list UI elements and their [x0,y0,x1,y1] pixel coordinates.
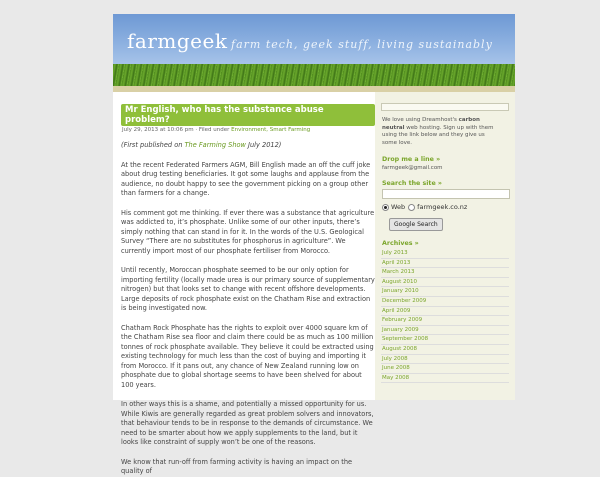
post-filed-label: · Filed under [195,127,230,133]
post-source-suffix: July 2012) [248,141,282,149]
post-paragraph: His comment got me thinking. If ever there was a substance that agriculture was addicted to, it’s phosphate. Unlike some of our other inputs, there’s simply nothing that can stand in for it. In the words of the U.S. Geological Survey “There are no substitutes for phosphorus in agriculture”. We currently import most of our phosphate fertiliser from Morocco. [121,208,375,255]
archives-heading: Archives » [382,240,419,247]
site-title[interactable]: farmgeek [127,29,228,53]
post-date: July 29, 2013 at 10:06 pm [122,127,194,133]
post-title[interactable]: Mr English, who has the substance abuse problem? [121,104,375,126]
post-meta [122,127,375,133]
post-source-prefix: (First published on [121,141,183,149]
post-paragraph: In other ways this is a shame, and potentially a missed opportunity for us. While Kiwis are generally regarded as great problem solvers and innovators, that behaviour tends to be in response to the demands of circumstance. We need to be smarter about how we apply supplements to the land, but it looks like constraint of supply won’t be one of the reasons. [121,400,374,446]
archive-link[interactable]: March 2013 [381,268,509,278]
archives-list [381,249,509,383]
archive-link[interactable]: April 2013 [381,259,509,269]
post-paragraph: Until recently, Moroccan phosphate seemed to be our only option for importing fertility (locally made urea is our primary source of supplementary nitrogen) but that looks set to change with recent offshore developments. Large deposits of rock phosphate exist on the Chatham Rise and extraction is being investigated now. [121,266,375,312]
archive-link[interactable]: May 2008 [381,374,509,384]
contact-email-link[interactable]: farmgeek@gmail.com [382,165,443,171]
farming-show-link[interactable]: The Farming Show [184,141,246,149]
search-heading: Search the site » [382,180,442,187]
archive-link[interactable]: April 2009 [381,307,509,317]
sidebar [375,92,515,400]
header-grass-banner [113,64,515,92]
page-container [113,14,515,475]
radio-site[interactable] [408,204,415,211]
google-search-button[interactable]: Google Search [389,218,443,231]
archive-link[interactable]: August 2010 [381,278,509,288]
archive-link[interactable]: January 2010 [381,287,509,297]
drop-line-heading: Drop me a line » [382,156,441,163]
search-input[interactable] [382,189,510,199]
post-source [121,141,375,151]
archive-link[interactable]: August 2008 [381,345,509,355]
hosting-banner[interactable] [381,103,509,111]
archive-link[interactable]: June 2008 [381,364,509,374]
post-paragraph: At the recent Federated Farmers AGM, Bill English made an off the cuff joke about drug testing beneficiaries. It got some laughs and applause from the audience, no doubt happy to see the government picking on a group other than farmers for a change. [121,160,371,197]
radio-web-label: Web [391,203,406,211]
post-body [121,141,375,477]
main-content [113,92,375,475]
hosting-text-bold: carbon neutral [382,117,480,131]
hosting-text-prefix: We love using Dreamhost's [382,117,457,123]
radio-site-label: farmgeek.co.nz [417,203,468,211]
hosting-text-suffix: web hosting. Sign up with them using the link below and they give us some love. [382,124,494,146]
radio-web[interactable] [382,204,389,211]
site-tagline: farm tech, geek stuff, living sustainably [231,38,493,51]
archive-link[interactable]: July 2013 [381,249,509,259]
search-scope-radios [382,203,515,211]
post-paragraph: We know that run-off from farming activity is having an impact on the quality of [121,457,353,475]
post-paragraph: Chatham Rock Phosphate has the rights to exploit over 4000 square km of the Chatham Rise sea floor and claim there could be as much as 100 million tonnes of rock phosphate available. They believe it could be extracted using existing technology for much less than the cost of buying and importing it from Morocco. If it pans out, any chance of New Zealand running low on phosphate due to global shortage seems to have been shelved for about 100 years. [121,323,374,389]
archive-link[interactable]: December 2009 [381,297,509,307]
archive-link[interactable]: July 2008 [381,355,509,365]
archive-link[interactable]: January 2009 [381,326,509,336]
post-categories-link[interactable]: Environment, Smart Farming [231,127,311,133]
hosting-text [382,117,500,147]
archive-link[interactable]: September 2008 [381,335,509,345]
archive-link[interactable]: February 2009 [381,316,509,326]
